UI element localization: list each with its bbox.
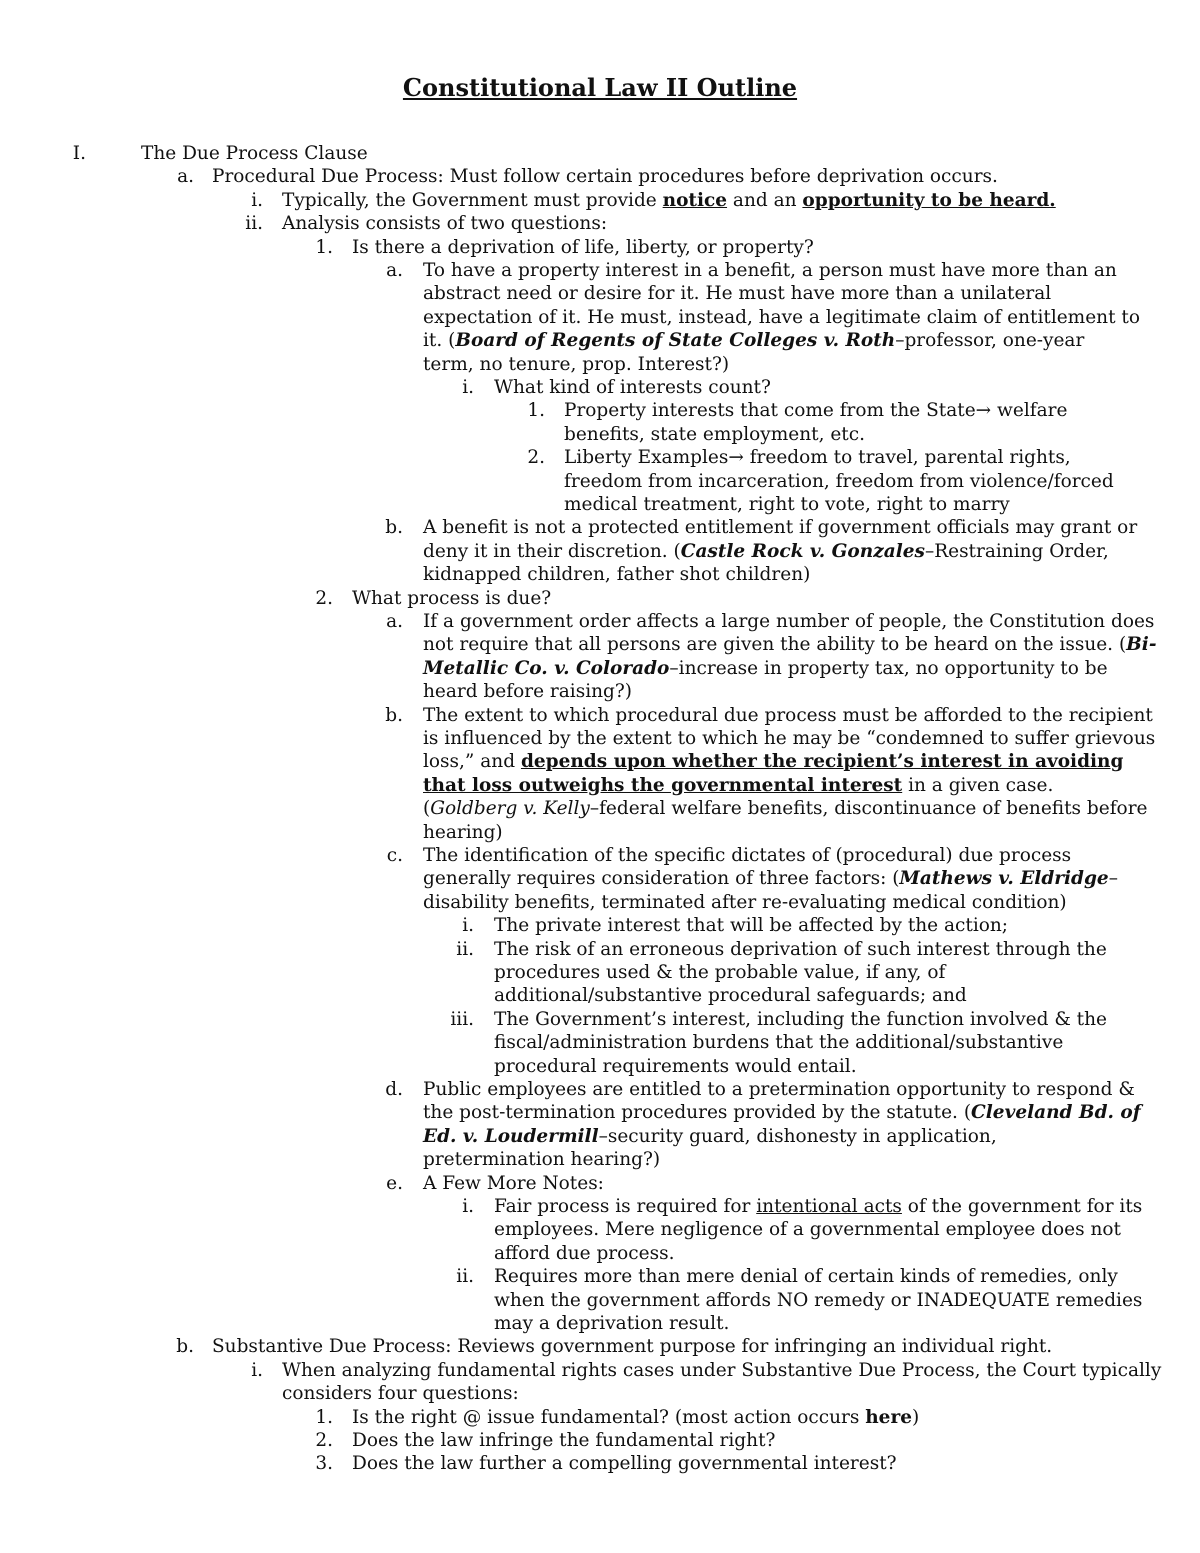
outline-label: ii.: [456, 1266, 474, 1288]
outline-text-line: freedom from incarceration, freedom from violence/forced: [564, 470, 1114, 492]
outline-text-line: expectation of it. He must, instead, have a legitimate claim of entitlement to: [423, 306, 1140, 328]
outline-text-line: fiscal/administration burdens that the additional/substantive: [494, 1032, 1064, 1054]
outline-text-line: abstract need or desire for it. He must have more than a unilateral: [423, 283, 1052, 305]
outline-text-line: procedures used & the probable value, if any, of: [494, 962, 946, 983]
outline-label: e.: [386, 1172, 403, 1194]
outline-label: d.: [385, 1079, 403, 1100]
emphasis-text: depends upon whether the recipient’s interest in avoiding: [520, 751, 1124, 773]
outline-text-line: What kind of interests count?: [494, 377, 771, 398]
outline-text-line: benefits, state employment, etc.: [564, 423, 865, 445]
outline-text-line: The risk of an erroneous deprivation of such interest through the: [494, 938, 1107, 960]
outline-text-line: The Government’s interest, including the function involved & the: [494, 1008, 1107, 1030]
outline-text-line: Does the law infringe the fundamental right?: [352, 1430, 776, 1451]
outline-label: ii.: [456, 938, 474, 960]
outline-text-line: afford due process.: [494, 1242, 675, 1264]
outline-text-line: heard before raising?): [423, 681, 633, 703]
outline-label: 3.: [315, 1453, 333, 1475]
outline-label: 1.: [315, 236, 333, 258]
outline-label: 1.: [315, 1406, 333, 1428]
outline-text-line: that loss outweighs the governmental interest in a given case.: [423, 774, 1054, 796]
outline-label: b.: [385, 517, 403, 539]
outline-text-line: Metallic Co. v. Colorado–increase in property tax, no opportunity to be: [423, 657, 1108, 679]
outline-text-line: (Goldberg v. Kelly–federal welfare benefits, discontinuance of benefits before: [423, 798, 1148, 820]
outline-text-line: Does the law further a compelling governmental interest?: [352, 1453, 897, 1475]
emphasis-text: here: [865, 1406, 912, 1428]
emphasis-text: Goldberg v. Kelly: [430, 798, 590, 820]
outline-text-line: When analyzing fundamental rights cases under Substantive Due Process, the Court typically: [282, 1359, 1162, 1381]
outline-label: i.: [251, 189, 263, 211]
outline-label: a.: [386, 260, 403, 281]
outline-text-line: it. (Board of Regents of State Colleges v. Roth–professor, one-year: [423, 330, 1085, 352]
outline-text-line: Is there a deprivation of life, liberty, or property?: [352, 236, 814, 258]
outline-label: i.: [462, 1196, 474, 1217]
outline-text-line: Requires more than mere denial of certain kinds of remedies, only: [494, 1266, 1118, 1288]
outline-text-line: hearing): [423, 821, 503, 843]
outline-label: b.: [385, 704, 403, 726]
outline-label: b.: [176, 1336, 194, 1358]
outline-text-line: not require that all persons are given the ability to be heard on the issue. (Bi-: [423, 634, 1157, 656]
outline-text-line: term, no tenure, prop. Interest?): [423, 353, 730, 375]
outline-text-line: additional/substantive procedural safeguards; and: [494, 985, 967, 1007]
outline-text-line: The Due Process Clause: [141, 143, 368, 164]
outline-text-line: Is the right @ issue fundamental? (most action occurs here): [352, 1406, 920, 1428]
outline-text-line: The extent to which procedural due process must be afforded to the recipient: [423, 704, 1153, 726]
outline-text-line: Analysis consists of two questions:: [282, 213, 608, 235]
emphasis-text: Metallic Co. v. Colorado: [423, 657, 670, 679]
outline-label: 2.: [315, 1430, 333, 1451]
emphasis-text: Mathews v. Eldridge: [899, 868, 1109, 890]
outline-label: I.: [72, 143, 86, 164]
outline-label: i.: [462, 915, 474, 937]
outline-label: 2.: [315, 587, 333, 609]
outline-text-line: The identification of the specific dictates of (procedural) due process: [423, 845, 1072, 866]
emphasis-text: intentional acts: [756, 1196, 902, 1217]
outline-label: a.: [386, 611, 403, 632]
outline-text-line: medical treatment, right to vote, right to marry: [564, 494, 1010, 515]
outline-label: iii.: [450, 1008, 474, 1030]
outline-label: a.: [177, 166, 194, 188]
outline-text-line: The private interest that will be affected by the action;: [494, 915, 1009, 937]
emphasis-text: opportunity to be heard.: [802, 189, 1056, 211]
outline-label: 2.: [527, 447, 545, 469]
emphasis-text: that loss outweighs the governmental interest: [423, 774, 903, 796]
outline-text-line: Property interests that come from the State→ welfare: [564, 400, 1068, 422]
outline-label: ii.: [245, 213, 263, 235]
outline-text-line: If a government order affects a large number of people, the Constitution does: [423, 611, 1155, 632]
outline-label: 1.: [527, 400, 545, 422]
page-title: Constitutional Law II Outline: [402, 73, 798, 102]
outline-text-line: Public employees are entitled to a pretermination opportunity to respond &: [423, 1079, 1135, 1100]
outline-text-line: may a deprivation result.: [494, 1313, 730, 1334]
outline-text-line: the post-termination procedures provided by the statute. (Cleveland Bd. of: [423, 1102, 1141, 1124]
outline-text-line: What process is due?: [352, 587, 552, 609]
emphasis-text: Board of Regents of State Colleges v. Roth: [455, 330, 896, 352]
outline-text-line: considers four questions:: [282, 1383, 519, 1405]
outline-text-line: To have a property interest in a benefit, a person must have more than an: [423, 260, 1117, 281]
outline-text-line: generally requires consideration of three factors: (Mathews v. Eldridge–: [423, 868, 1118, 890]
outline-text-line: deny it in their discretion. (Castle Rock v. Gonzales–Restraining Order,: [423, 540, 1109, 562]
outline-text-line: disability benefits, terminated after re-evaluating medical condition): [423, 891, 1067, 913]
emphasis-text: Castle Rock v. Gonzales: [680, 540, 925, 562]
outline-text-line: employees. Mere negligence of a governmental employee does not: [494, 1219, 1121, 1241]
outline-text-line: Ed. v. Loudermill–security guard, dishonesty in application,: [423, 1125, 997, 1147]
outline-text-line: loss,” and depends upon whether the recipient’s interest in avoiding: [423, 751, 1124, 773]
outline-text-line: A Few More Notes:: [423, 1172, 604, 1194]
emphasis-text: Ed. v. Loudermill: [423, 1125, 599, 1147]
emphasis-text: notice: [662, 189, 728, 211]
outline-text-line: when the government affords NO remedy or INADEQUATE remedies: [494, 1289, 1143, 1311]
emphasis-text: Bi-: [1126, 634, 1157, 656]
emphasis-text: Cleveland Bd. of: [971, 1102, 1141, 1124]
outline-text-line: is influenced by the extent to which he may be “condemned to suffer grievous: [423, 728, 1156, 749]
outline-text-line: Fair process is required for intentional acts of the government for its: [494, 1196, 1143, 1217]
outline-text-line: Liberty Examples→ freedom to travel, parental rights,: [564, 447, 1071, 469]
outline-text-line: Procedural Due Process: Must follow certain procedures before deprivation occurs.: [212, 166, 998, 188]
outline-text-line: kidnapped children, father shot children): [423, 564, 811, 586]
outline-text-line: A benefit is not a protected entitlement if government officials may grant or: [423, 517, 1138, 539]
outline-text-line: Typically, the Government must provide notice and an opportunity to be heard.: [282, 189, 1056, 211]
outline-label: i.: [462, 377, 474, 398]
outline-text-line: Substantive Due Process: Reviews government purpose for infringing an individual right.: [212, 1336, 1053, 1358]
outline-text-line: pretermination hearing?): [423, 1149, 661, 1171]
outline-label: i.: [251, 1359, 263, 1381]
outline-label: c.: [386, 845, 403, 866]
outline-text-line: procedural requirements would entail.: [494, 1055, 857, 1077]
